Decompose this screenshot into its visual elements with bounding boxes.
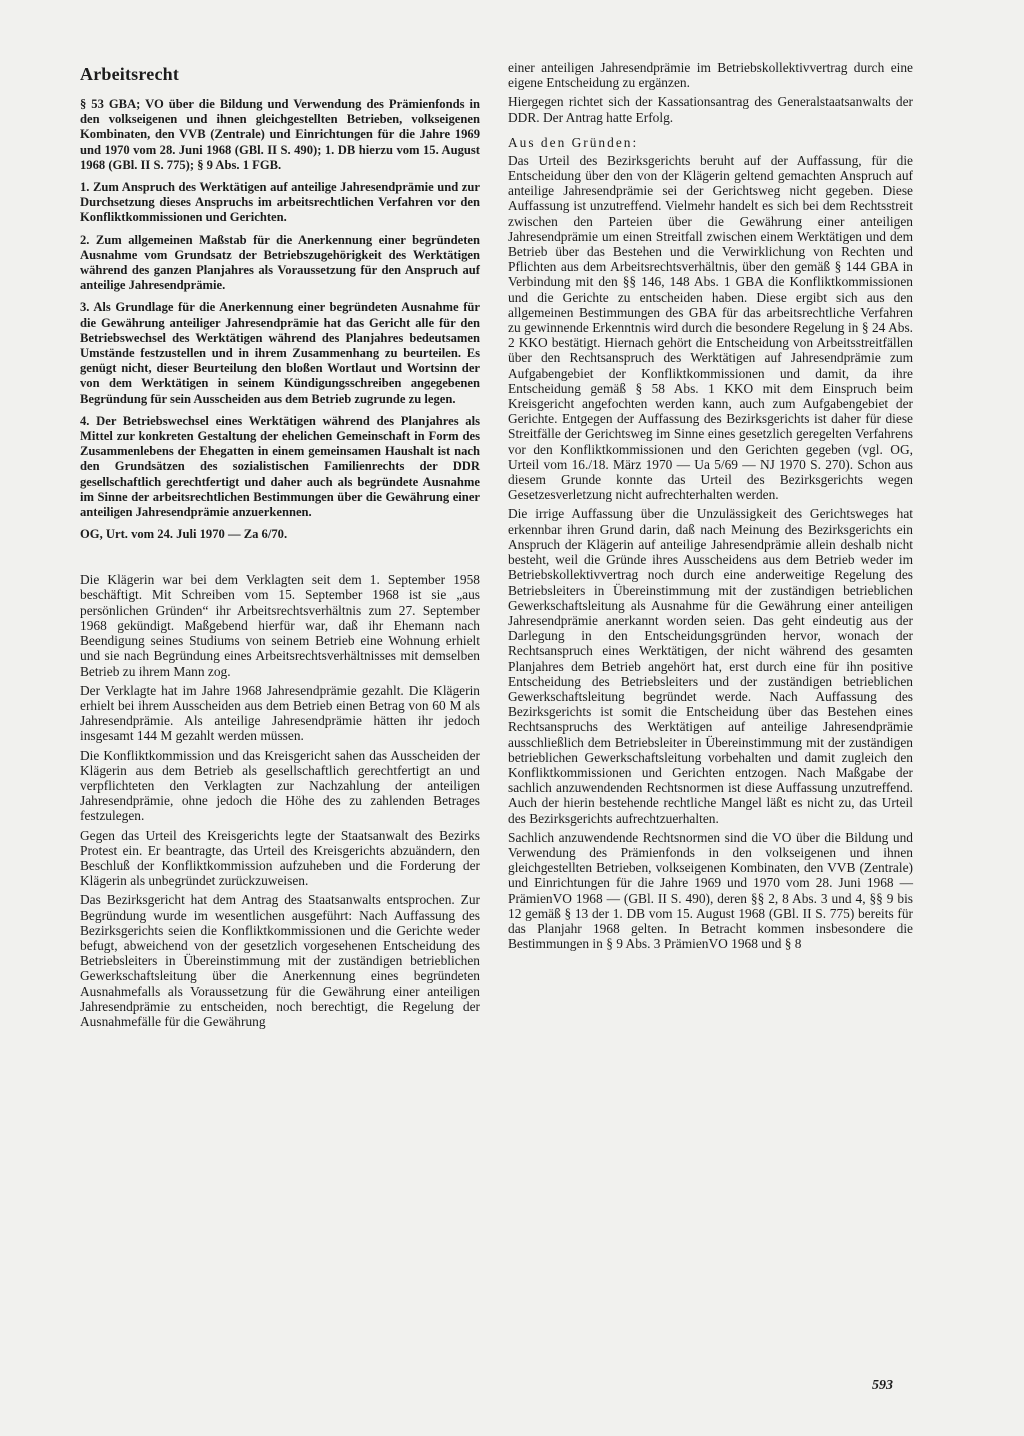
body-paragraph: Die irrige Auffassung über die Unzulässigkeit des Gerichtsweges hat erkennbar ihren Grund darin, daß nach Meinung des Bezirksgerichts ein Anspruch der Klägerin auf anteilige Jahresendprämie allein deshalb nicht besteht, weil die Gründe ihres Ausscheidens aus dem Betrieb weder im Betriebskollektivvertrag noch durch eine anderweitige Regelung des Betriebsleiters in Übereinstimmung mit der zuständigen betrieblichen Gewerkschaftsleitung als Ausnahme für die Gewährung einer anteiligen Jahresendprämie anerkannt worden seien. Das geht eindeutig aus der Darlegung in den Entscheidungsgründen hervor, wonach der Rechtsanspruch eines Werktätigen, der nicht während des gesamten Planjahres dem Betrieb angehört hat, erst durch eine für ihn positive Entscheidung des Betriebsleiters und der zuständigen betrieblichen Gewerkschaftsleitung begründet werde. Nach Auffassung des Bezirksgerichts ist somit die Entscheidung über das Bestehen eines Rechtsanspruchs des Werktätigen auf anteilige Jahresendprämie ausschließlich dem Betriebsleiter in Übereinstimmung mit der zuständigen betrieblichen Gewerkschaftsleitung vorbehalten und damit zugleich den Konfliktkommissionen und Gerichten entzogen. Nach Maßgabe der sachlich anzuwendenden Rechtsnormen ist diese Auffassung unzutreffend. Auch der hierin bestehende rechtliche Mangel läßt es nicht zu, das Urteil des Bezirksgerichts aufrechtzuerhalten. (508, 506, 913, 826)
section-title: Arbeitsrecht (80, 64, 180, 84)
left-column (80, 60, 480, 1033)
page-number: 593 (872, 1378, 893, 1393)
body-paragraph: Die Klägerin war bei dem Verklagten seit dem 1. September 1958 beschäftigt. Mit Schreiben vom 15. September 1968 ist sie „aus persönlichen Gründen“ ihr Arbeitsrechtsverhältnis zum 27. September 1968 gekündigt. Maßgebend hierfür war, daß ihr Ehemann nach Beendigung seines Studiums von seinem Betrieb eine Wohnung erhielt und sie nach Begründung eines Arbeitsrechtsverhältnisses mit demselben Betrieb zu ihrem Mann zog. (80, 572, 480, 679)
headnote: § 53 GBA; VO über die Bildung und Verwendung des Prämienfonds in den volkseigenen und ihnen gleichgestellten Betrieben, volkseigenen Kombinaten, den VVB (Zentrale) und Einrichtungen für die Jahre 1969 und 1970 vom 28. Juni 1968 (GBl. II S. 490); 1. DB hierzu vom 15. August 1968 (GBl. II S. 775); § 9 Abs. 1 FGB. (80, 97, 480, 172)
leitsatz-2: 2. Zum allgemeinen Maßstab für die Anerkennung einer begründeten Ausnahme vom Grundsatz der Betriebszugehörigkeit des Werktätigen während des ganzen Planjahres als Voraussetzung für den Anspruch auf anteilige Jahresendprämie. (80, 232, 480, 293)
right-column (508, 60, 913, 955)
body-paragraph: Sachlich anzuwendende Rechtsnormen sind die VO über die Bildung und Verwendung des Prämienfonds in den volkseigenen und ihnen gleichgestellten Betrieben, volkseigenen Kombinaten, den VVB (Zentrale) und Einrichtungen für die Jahre 1969 und 1970 vom 28. Juni 1968 — PrämienVO 1968 — (GBl. II S. 490), deren §§ 2, 8 Abs. 3 und 4, §§ 9 bis 12 gemäß § 13 der 1. DB vom 15. August 1968 (GBl. II S. 775) bereits für das Planjahr 1968 gelten. In Betracht kommen insbesondere die Bestimmungen in § 9 Abs. 3 PrämienVO 1968 und § 8 (508, 829, 913, 952)
decision-citation: OG, Urt. vom 24. Juli 1970 — Za 6/70. (80, 527, 288, 542)
leitsatz-4: 4. Der Betriebswechsel eines Werktätigen während des Planjahres als Mittel zur konkreten Gestaltung der ehelichen Gemeinschaft in Form des Zusammenlebens der Ehegatten in einem gemeinsamen Haushalt ist nach den Grundsätzen des sozialistischen Familienrechts der DDR gesellschaftlich gerechtfertigt und daher auch als begründete Ausnahme im Sinne der arbeitsrechtlichen Bestimmungen über die Gewährung einer anteiligen Jahresendprämie anzuerkennen. (80, 413, 480, 520)
body-paragraph: einer anteiligen Jahresendprämie im Betriebskollektivvertrag durch eine eigene Entscheidung zu ergänzen. (508, 60, 913, 91)
body-paragraph: Die Konfliktkommission und das Kreisgericht sahen das Ausscheiden der Klägerin aus dem Betrieb als gesellschaftlich gerechtfertigt an und verpflichteten den Verklagten zur Nachzahlung der anteiligen Jahresendprämie, ohne jedoch die Höhe des zu zahlenden Betrages festzulegen. (80, 747, 480, 824)
body-paragraph: Das Urteil des Bezirksgerichts beruht auf der Auffassung, für die Entscheidung über den von der Klägerin geltend gemachten Anspruch auf anteilige Jahresendprämie sei der Gerichtsweg nicht gegeben. Diese Auffassung ist unzutreffend. Vielmehr handelt es sich bei dem Rechtsstreit zwischen den Parteien über die Gewährung einer anteiligen Jahresendprämie um einen Streitfall zwischen einem Werktätigen und dem Betrieb über das Bestehen und die Verwirklichung von Rechten und Pflichten aus dem Arbeitsrechtsverhältnis, über den gemäß § 144 GBA in Verbindung mit den §§ 146, 148 Abs. 1 GBA die Konfliktkommissionen und die Gerichte zu entscheiden haben. Diese ergibt sich aus den allgemeinen Bestimmungen des GBA für das arbeitsrechtliche Verfahren zu gewinnende Erkenntnis wird durch die besondere Regelung in § 24 Abs. 2 KKO bestätigt. Hiernach gehört die Entscheidung von Arbeitsstreitfällen über den Rechtsanspruch des Werktätigen auf Jahresendprämie zum Aufgabengebiet der Konfliktkommissionen und damit, da ihre Entscheidung gemäß § 58 Abs. 1 KKO mit dem Einspruch beim Kreisgericht angefochten werden kann, auch zum Aufgabengebiet der Gerichte. Entgegen der Auffassung des Bezirksgerichts ist daher für diese Streitfälle der Gerichtsweg im Sinne eines gesetzlich geregelten Verfahrens vor den Konfliktkommissionen und den Gerichten gegeben (vgl. OG, Urteil vom 16./18. März 1970 — Ua 5/69 — NJ 1970 S. 270). Schon aus diesem Grunde konnte das Urteil des Bezirksgerichts wegen Gesetzesverletzung nicht aufrechterhalten werden. (508, 152, 913, 503)
leitsatz-1: 1. Zum Anspruch des Werktätigen auf anteilige Jahresendprämie und zur Durchsetzung dieses Anspruchs im arbeitsrechtlichen Verfahren vor den Konfliktkommissionen und Gerichten. (80, 180, 480, 225)
gruende-heading: Aus den Gründen: (508, 134, 639, 150)
body-paragraph: Hiergegen richtet sich der Kassationsantrag des Generalstaatsanwalts der DDR. Der Antrag hatte Erfolg. (508, 94, 913, 125)
body-paragraph: Gegen das Urteil des Kreisgerichts legte der Staatsanwalt des Bezirks Protest ein. Er beantragte, das Urteil des Kreisgerichts abzuändern, den Beschluß der Konfliktkommission aufzuheben und die Forderung der Klägerin als unbegründet zurückzuweisen. (80, 827, 480, 889)
leitsatz-3: 3. Als Grundlage für die Anerkennung einer begründeten Ausnahme für die Gewährung anteiliger Jahresendprämie hat das Gericht alle für den Betriebswechsel des Werktätigen während des Planjahres bedeutsamen Umstände festzustellen und in ihrem Zusammenhang zu beurteilen. Es genügt nicht, dieser Beurteilung den bloßen Wortlaut und Wortsinn der von dem Werktätigen in seinem Kündigungsschreiben angegebenen Begründung für sein Ausscheiden aus dem Betrieb zugrunde zu legen. (80, 300, 480, 406)
body-paragraph: Der Verklagte hat im Jahre 1968 Jahresendprämie gezahlt. Die Klägerin erhielt bei ihrem Ausscheiden aus dem Betrieb einen Betrag von 60 M als Jahresendprämie. Als anteilige Jahresendprämie hätten ihr jedoch insgesamt 144 M gezahlt werden müssen. (80, 682, 480, 744)
body-paragraph: Das Bezirksgericht hat dem Antrag des Staatsanwalts entsprochen. Zur Begründung wurde im wesentlichen ausgeführt: Nach Auffassung des Bezirksgerichts seien die Konfliktkommissionen und die Gerichte weder befugt, abweichend von der gesetzlich vorgesehenen Entscheidung des Betriebsleiters in Übereinstimmung mit der zuständigen betrieblichen Gewerkschaftsleitung über die Anerkennung eines begründeten Ausnahmefalls als Voraussetzung für die Gewährung einer anteiligen Jahresendprämie zu entscheiden, noch berechtigt, die Regelung der Ausnahmefälle für die Gewährung (80, 892, 480, 1029)
